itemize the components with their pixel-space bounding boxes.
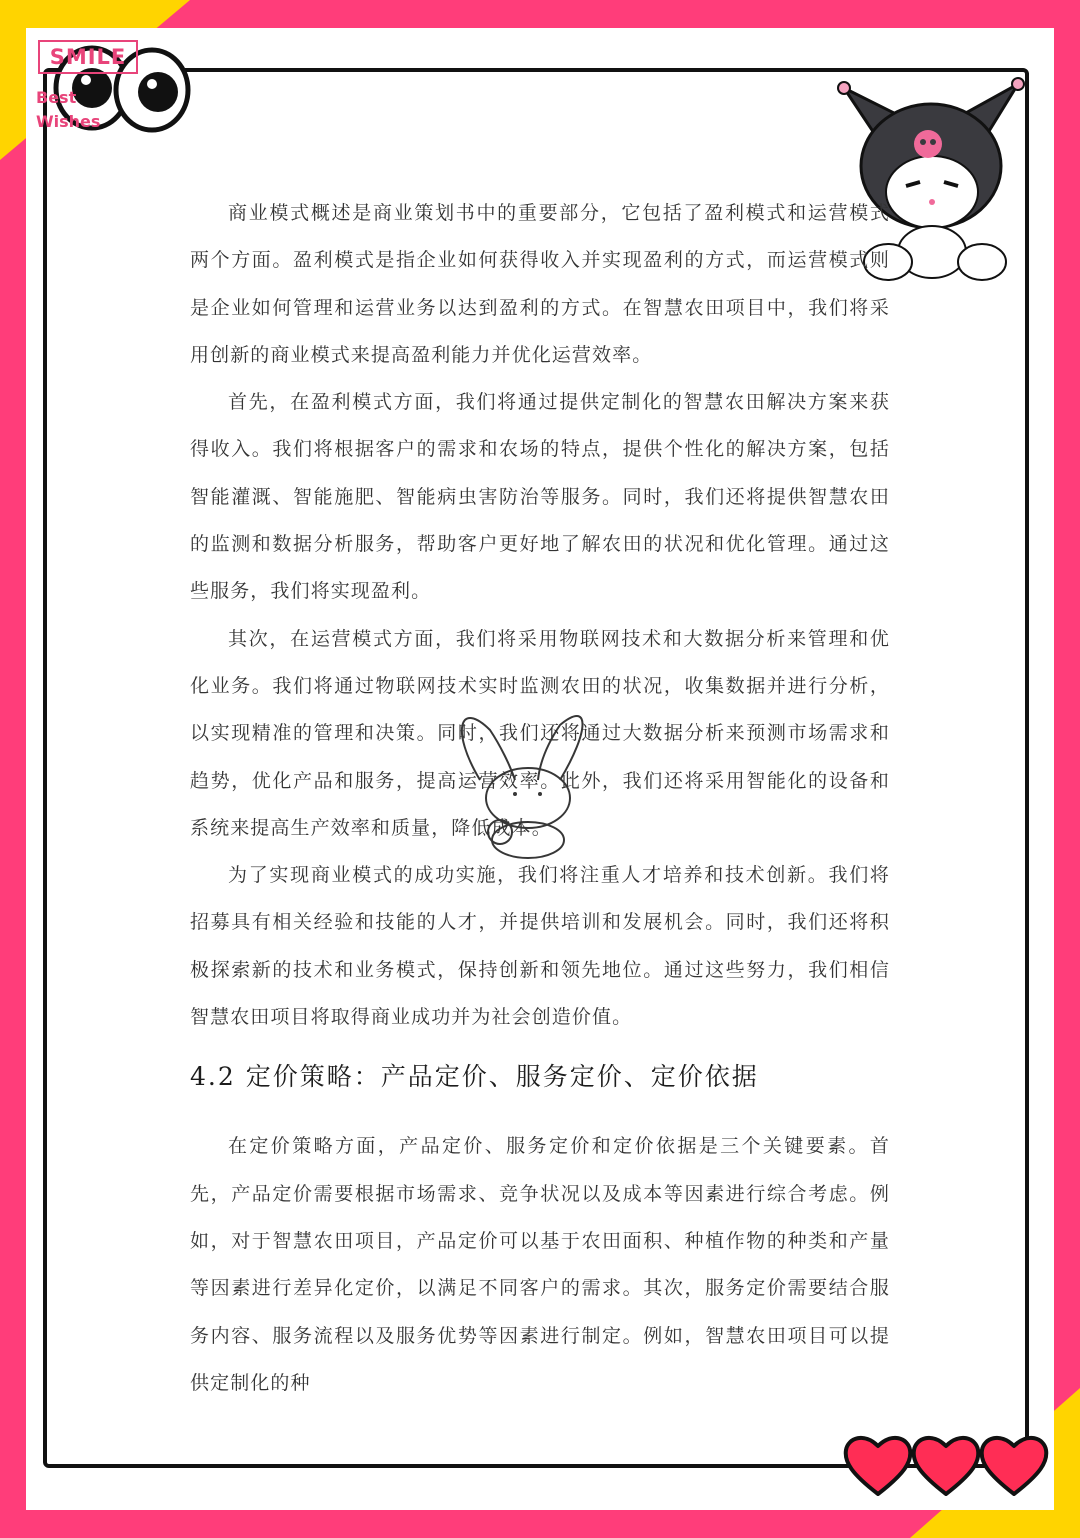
smile-logo [30, 26, 200, 146]
smile-badge: SMILE [38, 40, 138, 74]
hearts-decoration-icon [842, 1430, 1052, 1500]
section-heading: 4.2 定价策略：产品定价、服务定价、定价依据 [190, 1062, 759, 1092]
paragraph-2: 首先，在盈利模式方面，我们将通过提供定制化的智慧农田解决方案来获得收入。我们将根据客户的需求和农场的特点，提供个性化的解决方案，包括智能灌溉、智能施肥、智能病虫害防治等服务。同时，我们还将提供智慧农田的监测和数据分析服务，帮助客户更好地了解农田的状况和优化管理。通过这些服务，我们将实现盈利。 [190, 391, 890, 603]
paragraph-3: 其次，在运营模式方面，我们将采用物联网技术和大数据分析来管理和优化业务。我们将通过物联网技术实时监测农田的状况，收集数据并进行分析，以实现精准的管理和决策。同时，我们还将通过大数据分析来预测市场需求和趋势，优化产品和服务，提高运营效率。此外，我们还将采用智能化的设备和系统来提高生产效率和质量，降低成本。 [190, 627, 890, 839]
paragraph-1: 商业模式概述是商业策划书中的重要部分，它包括了盈利模式和运营模式两个方面。盈利模式是指企业如何获得收入并实现盈利的方式，而运营模式则是企业如何管理和运营业务以达到盈利的方式。在智慧农田项目中，我们将采用创新的商业模式来提高盈利能力并优化运营效率。 [190, 202, 890, 366]
document-body [190, 190, 890, 1407]
best-text: Best [36, 88, 77, 107]
paragraph-4: 为了实现商业模式的成功实施，我们将注重人才培养和技术创新。我们将招募具有相关经验和技能的人才，并提供培训和发展机会。同时，我们还将积极探索新的技术和业务模式，保持创新和领先地位。通过这些努力，我们相信智慧农田项目将取得商业成功并为社会创造价值。 [190, 864, 890, 1029]
wishes-text: Wishes [36, 112, 101, 131]
section-paragraph: 在定价策略方面，产品定价、服务定价和定价依据是三个关键要素。首先，产品定价需要根据市场需求、竞争状况以及成本等因素进行综合考虑。例如，对于智慧农田项目，产品定价可以基于农田面积、种植作物的种类和产量等因素进行差异化定价，以满足不同客户的需求。其次，服务定价需要结合服务内容、服务流程以及服务优势等因素进行制定。例如，智慧农田项目可以提供定制化的种 [190, 1135, 890, 1394]
